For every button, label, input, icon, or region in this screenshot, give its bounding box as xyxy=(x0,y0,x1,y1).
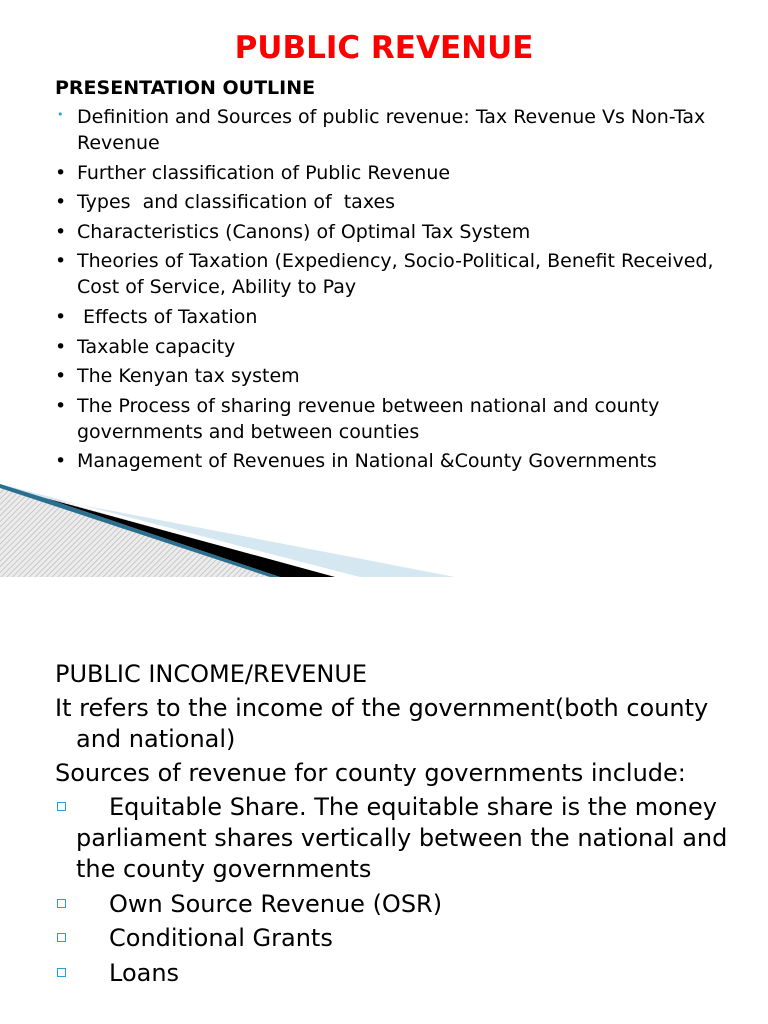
bullet-icon: • xyxy=(55,335,67,358)
bullet-icon: • xyxy=(55,394,67,417)
square-bullet-icon xyxy=(57,899,66,908)
slide-body xyxy=(55,659,735,992)
list-item: • Further classification of Public Revenue xyxy=(55,161,451,184)
list-item: Loans xyxy=(55,958,735,989)
section-heading: PUBLIC INCOME/REVENUE xyxy=(55,660,368,688)
slide-public-income xyxy=(0,577,768,1024)
definition-paragraph: It refers to the income of the government(both county and national) xyxy=(55,694,709,753)
outline-list xyxy=(55,104,715,478)
list-item: Equitable Share. The equitable share is the money parliament shares vertically between the national and the county governments xyxy=(55,792,735,885)
decorative-swoosh xyxy=(0,470,768,577)
sources-list xyxy=(55,792,735,989)
bullet-icon: • xyxy=(55,250,67,273)
bullet-icon: • xyxy=(55,365,67,388)
list-item: • The Process of sharing revenue between national and county governments and between counties xyxy=(55,394,660,443)
bullet-icon: • xyxy=(55,305,67,328)
list-item: Own Source Revenue (OSR) xyxy=(55,889,735,920)
bullet-icon: • xyxy=(57,108,64,121)
slide-title: PUBLIC REVENUE xyxy=(234,30,534,66)
list-item: • Management of Revenues in National &County Governments xyxy=(55,450,657,473)
bullet-icon: • xyxy=(55,161,67,184)
bullet-icon: • xyxy=(55,220,67,243)
bullet-icon: • xyxy=(55,191,67,214)
list-item: • Characteristics (Canons) of Optimal Tax System xyxy=(55,220,531,243)
list-item: • Theories of Taxation (Expediency, Socio-Political, Benefit Received, Cost of Service, Ability to Pay xyxy=(55,250,714,299)
list-item: Conditional Grants xyxy=(55,923,735,954)
list-item: • Effects of Taxation xyxy=(55,305,258,328)
square-bullet-icon xyxy=(57,968,66,977)
slide-subtitle: PRESENTATION OUTLINE xyxy=(55,77,316,99)
list-item: • Types and classification of taxes xyxy=(55,191,396,214)
bullet-icon: • xyxy=(55,450,67,473)
square-bullet-icon xyxy=(57,933,66,942)
square-bullet-icon xyxy=(57,802,66,811)
list-item: • The Kenyan tax system xyxy=(55,365,300,388)
list-item: • Definition and Sources of public revenue: Tax Revenue Vs Non-Tax Revenue xyxy=(55,104,715,156)
list-item: • Taxable capacity xyxy=(55,335,236,358)
sources-paragraph: Sources of revenue for county governments include: xyxy=(55,759,686,787)
